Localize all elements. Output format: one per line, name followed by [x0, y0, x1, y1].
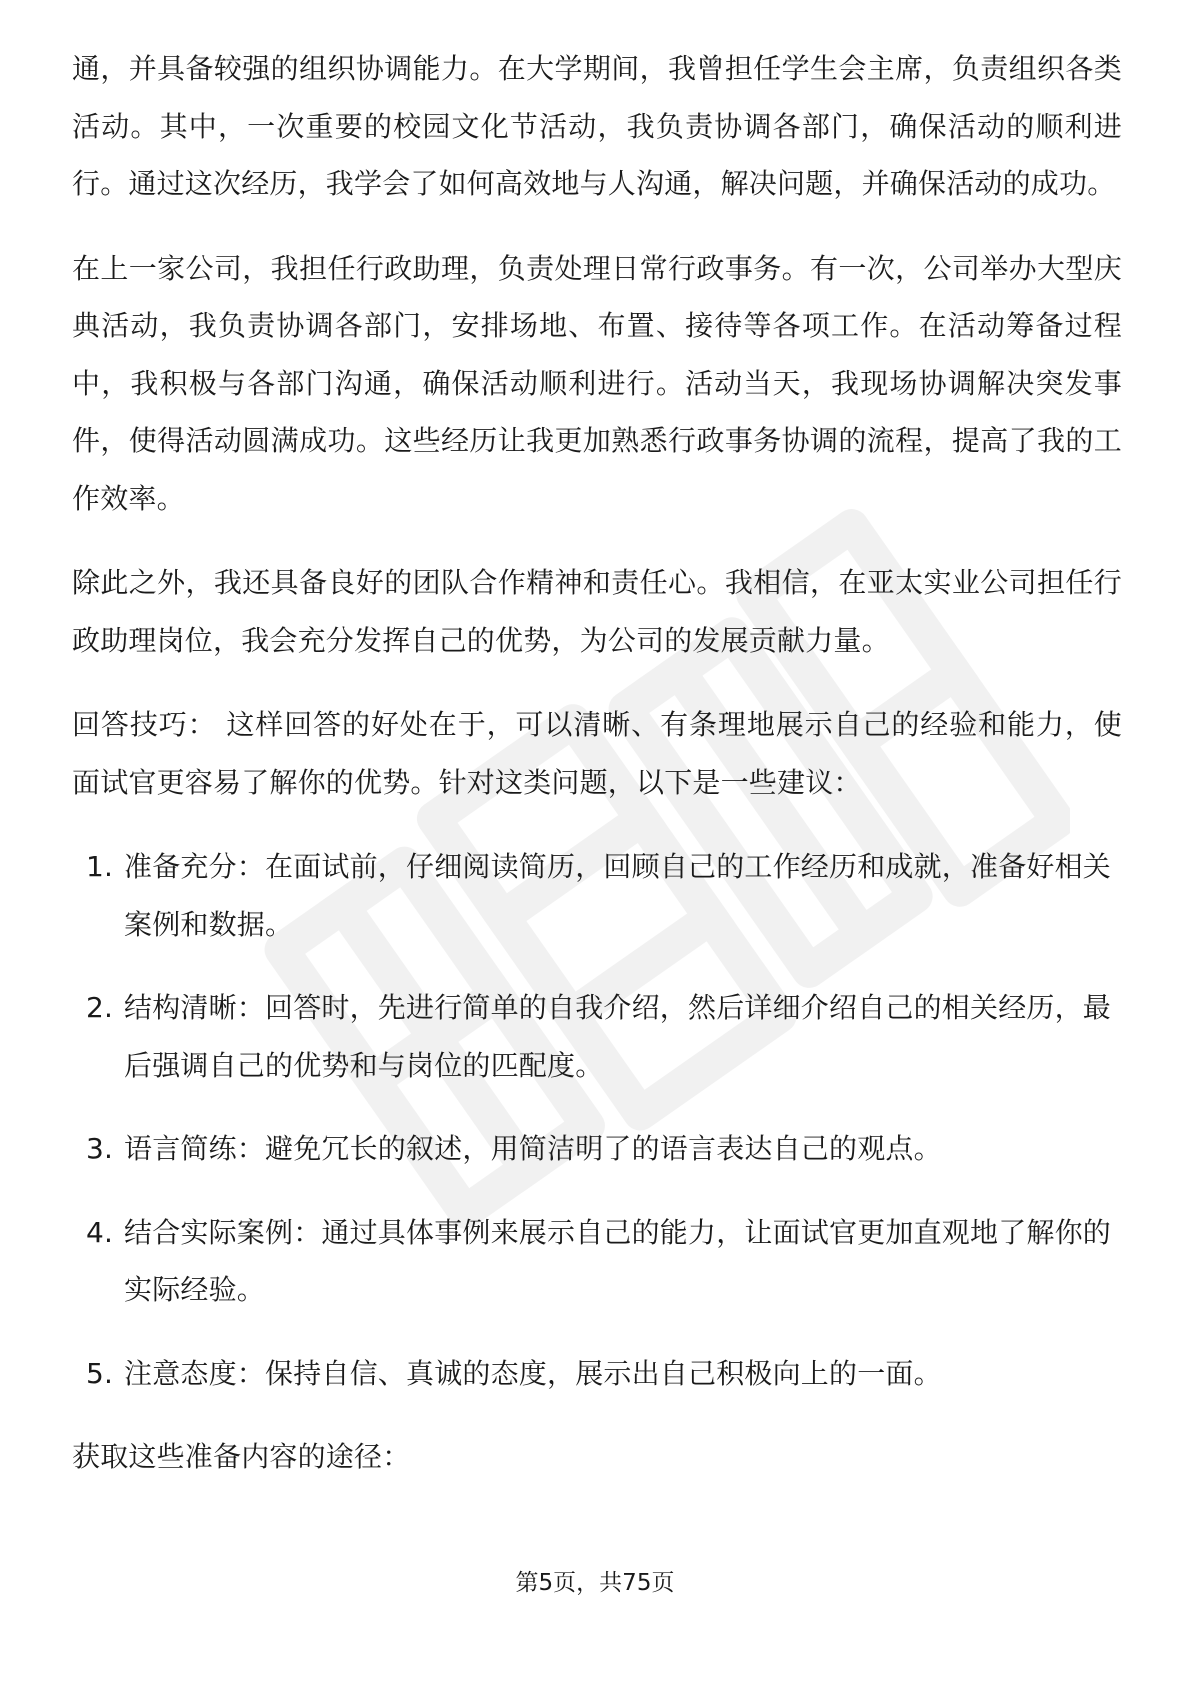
- list-item-text: 结合实际案例：通过具体事例来展示自己的能力，让面试官更加直观地了解你的实际经验。: [124, 1215, 1112, 1306]
- paragraph-intro-experience: 通，并具备较强的组织协调能力。在大学期间，我曾担任学生会主席，负责组织各类活动。其中，一次重要的校园文化节活动，我负责协调各部门，确保活动的顺利进行。通过这次经历，我学会了如何高效地与人沟通，解决问题，并确保活动的成功。: [72, 52, 1122, 200]
- document-body: [72, 40, 1122, 1513]
- list-item-text: 语言简练：避免冗长的叙述，用简洁明了的语言表达自己的观点。: [124, 1132, 942, 1165]
- paragraph-previous-job: 在上一家公司，我担任行政助理，负责处理日常行政事务。有一次，公司举办大型庆典活动，我负责协调各部门，安排场地、布置、接待等各项工作。在活动筹备过程中，我积极与各部门沟通，确保活动顺利进行。活动当天，我现场协调解决突发事件，使得活动圆满成功。这些经历让我更加熟悉行政事务协调的流程，提高了我的工作效率。: [72, 251, 1122, 515]
- list-item-text: 注意态度：保持自信、真诚的态度，展示出自己积极向上的一面。: [124, 1356, 942, 1390]
- list-item: [72, 1345, 1122, 1403]
- list-item: [72, 838, 1122, 953]
- tips-list: [72, 838, 1122, 1402]
- list-item: [72, 979, 1122, 1094]
- list-item-number: 2.: [86, 991, 114, 1024]
- list-item-number: 3.: [86, 1132, 114, 1165]
- paragraph-answer-tips: 回答技巧： 这样回答的好处在于，可以清晰、有条理地展示自己的经验和能力，使面试官更容易了解你的优势。针对这类问题，以下是一些建议：: [72, 708, 1122, 799]
- paragraph-teamwork: 除此之外，我还具备良好的团队合作精神和责任心。我相信，在亚太实业公司担任行政助理岗位，我会充分发挥自己的优势，为公司的发展贡献力量。: [72, 566, 1122, 657]
- list-item-number: 4.: [86, 1215, 114, 1249]
- list-item-text: 结构清晰：回答时，先进行简单的自我介绍，然后详细介绍自己的相关经历，最后强调自己的优势和与岗位的匹配度。: [124, 991, 1112, 1082]
- list-item-number: 5.: [86, 1356, 114, 1390]
- paragraph-closing: 获取这些准备内容的途径：: [72, 1440, 411, 1473]
- page-number-footer: 第5页，共75页: [515, 1570, 675, 1596]
- list-item-text: 准备充分：在面试前，仔细阅读简历，回顾自己的工作经历和成就，准备好相关案例和数据。: [124, 850, 1112, 941]
- list-item-number: 1.: [86, 850, 114, 883]
- list-item: [72, 1204, 1122, 1319]
- list-item: [72, 1120, 1122, 1178]
